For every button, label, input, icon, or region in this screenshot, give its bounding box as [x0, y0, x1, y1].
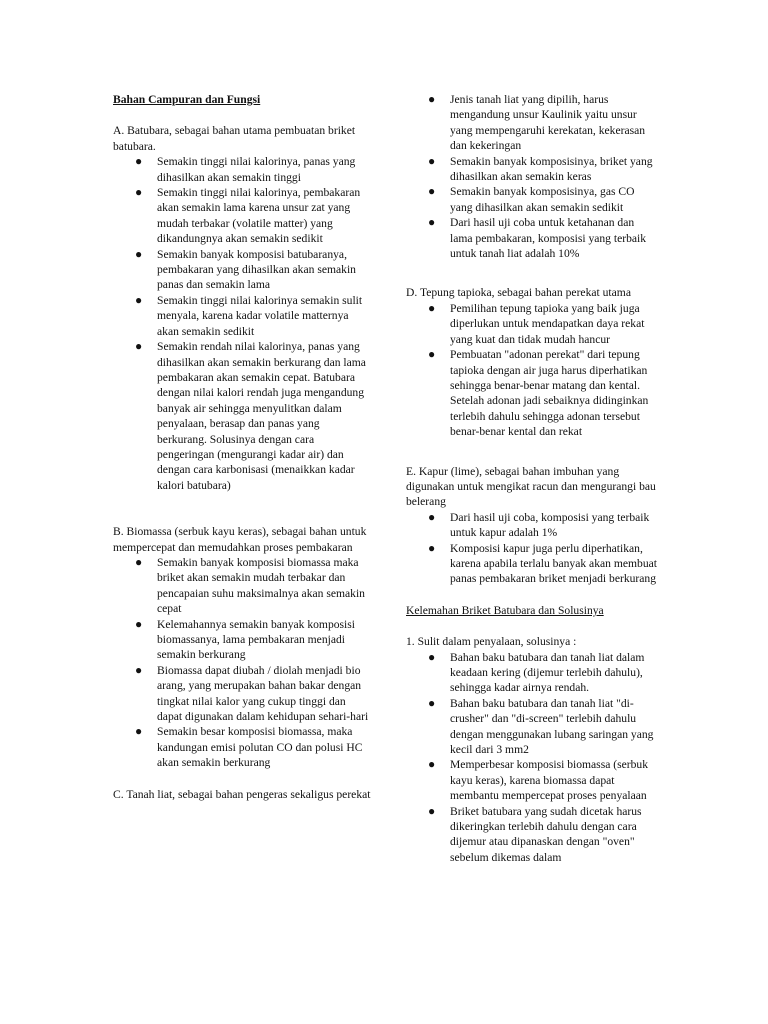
- list-item: ● Komposisi kapur juga perlu diperhatikan, karena apabila terlalu banyak akan membuat panas pembakaran briket menjadi berkurang: [428, 540, 657, 586]
- bullet-icon: ●: [135, 292, 143, 307]
- weakness-title: Kelemahan Briket Batubara dan Solusinya: [406, 603, 604, 617]
- bullet-icon: ●: [428, 540, 436, 555]
- bullet-icon: ●: [135, 246, 143, 261]
- list-item: ● Semakin rendah nilai kalorinya, panas yang dihasilkan akan semakin berkurang dan lama pembakaran akan semakin cepat. Batubara dengan nilai kalori rendah juga mengandung banyak air sehingga menyulitkan dalam penyalaan, berasap dan panas yang berkurang. Solusinya dengan cara pengeringan (mengurangi kadar air) dan dengan cara karbonisasi (menaikkan kadar kalori batubara): [135, 339, 366, 492]
- list-item: ● Semakin banyak komposisinya, gas CO yang dihasilkan akan semakin sedikit: [428, 184, 635, 214]
- bullet-icon: ●: [428, 184, 436, 199]
- list-item: ● Jenis tanah liat yang dipilih, harus mengandung unsur Kaulinik yaitu unsur yang mempengaruhi kerekatan, kekerasan dan kekeringan: [428, 92, 646, 153]
- spacer: [113, 771, 371, 787]
- bullet-icon: ●: [428, 695, 436, 710]
- bullet-icon: ●: [428, 803, 436, 818]
- list-item: ● Bahan baku batubara dan tanah liat dalam keadaan kering (dijemur terlebih dahulu), sehingga kadar airnya rendah.: [428, 649, 645, 695]
- bullet-icon: ●: [135, 616, 143, 631]
- list-item: ● Semakin banyak komposisi batubaranya, pembakaran yang dihasilkan akan semakin panas dan semakin lama: [135, 246, 356, 292]
- weakness-point-1: 1. Sulit dalam penyalaan, solusinya :: [406, 635, 577, 649]
- spacer: [406, 587, 658, 603]
- section-b-heading: B. Biomassa (serbuk kayu keras), sebagai bahan untuk mempercepat dan memudahkan proses pembakaran: [113, 525, 367, 554]
- bullet-icon: ●: [135, 554, 143, 569]
- bullet-icon: ●: [428, 300, 436, 315]
- bullet-icon: ●: [135, 339, 143, 354]
- bullet-icon: ●: [428, 92, 436, 106]
- spacer: [113, 493, 371, 524]
- list-item: ● Semakin banyak komposisi biomassa maka briket akan semakin mudah terbakar dan pencapaian suhu maksimalnya akan semakin cepat: [135, 554, 365, 616]
- section-a-list: [113, 154, 371, 493]
- section-d-heading: D. Tepung tapioka, sebagai bahan perekat utama: [406, 286, 631, 300]
- bullet-icon: ●: [135, 154, 143, 169]
- bullet-icon: ●: [428, 509, 436, 524]
- bullet-icon: ●: [428, 153, 436, 168]
- list-item: ● Semakin tinggi nilai kalorinya, pembakaran akan semakin lama karena unsur zat yang mudah terbakar (volatile matter) yang dikandungnya akan semakin sedikit: [135, 185, 361, 246]
- list-item: ● Bahan baku batubara dan tanah liat "di-crusher" dan "di-screen" terlebih dahulu dengan menggunakan lubang saringan yang kecil dari 3 mm2: [428, 695, 654, 757]
- section-d-list: [406, 301, 658, 440]
- section-c-heading: C. Tanah liat, sebagai bahan pengeras sekaligus perekat: [113, 787, 371, 801]
- list-item: ● Semakin tinggi nilai kalorinya semakin sulit menyala, karena kadar volatile matternya akan semakin sedikit: [135, 292, 363, 338]
- list-item: ● Semakin besar komposisi biomassa, maka kandungan emisi polutan CO dan polusi HC akan semakin berkurang: [135, 724, 363, 770]
- bullet-icon: ●: [135, 185, 143, 200]
- bullet-icon: ●: [428, 347, 436, 362]
- section-b-list: [113, 555, 371, 771]
- left-column: [113, 92, 371, 802]
- list-item: ● Biomassa dapat diubah / diolah menjadi bio arang, yang merupakan bahan bakar dengan tingkat nilai kalor yang cukup tinggi dan dapat digunakan dalam kehidupan sehari-hari: [135, 662, 369, 724]
- section-c-list: [406, 92, 658, 261]
- list-item: ● Dari hasil uji coba, komposisi yang terbaik untuk kapur adalah 1%: [428, 509, 650, 540]
- weakness-list: [406, 650, 658, 866]
- section-a-heading: A. Batubara, sebagai bahan utama pembuatan briket batubara.: [113, 124, 356, 153]
- list-item: ● Dari hasil uji coba untuk ketahanan dan lama pembakaran, komposisi yang terbaik untuk tanah liat adalah 10%: [428, 215, 647, 261]
- bullet-icon: ●: [135, 724, 143, 739]
- bullet-icon: ●: [428, 649, 436, 664]
- list-item: ● Pemilihan tepung tapioka yang baik juga diperlukan untuk mendapatkan daya rekat yang kuat dan tidak mudah hancur: [428, 300, 645, 346]
- section-e-heading: E. Kapur (lime), sebagai bahan imbuhan yang digunakan untuk mengikat racun dan mengurangi bau belerang: [406, 464, 656, 509]
- page-title: Bahan Campuran dan Fungsi: [113, 93, 261, 106]
- list-item: ● Memperbesar komposisi biomassa (serbuk kayu keras), karena biomassa dapat membantu mempercepat proses penyalaan: [428, 757, 649, 803]
- bullet-icon: ●: [428, 757, 436, 772]
- right-column: [406, 92, 658, 865]
- spacer: [406, 440, 658, 464]
- bullet-icon: ●: [135, 662, 143, 677]
- list-item: ● Semakin banyak komposisinya, briket yang dihasilkan akan semakin keras: [428, 153, 653, 184]
- section-e-list: [406, 510, 658, 587]
- bullet-icon: ●: [428, 215, 436, 230]
- spacer: [406, 261, 658, 285]
- list-item: ● Semakin tinggi nilai kalorinya, panas yang dihasilkan akan semakin tinggi: [135, 154, 356, 184]
- list-item: ● Kelemahannya semakin banyak komposisi biomassanya, lama pembakaran menjadi semakin berkurang: [135, 616, 356, 662]
- list-item: ● Briket batubara yang sudah dicetak harus dikeringkan terlebih dahulu dengan cara dijemur atau dipanaskan dengan "oven" sebelum dikemas dalam: [428, 803, 642, 864]
- list-item: ● Pembuatan "adonan perekat" dari tepung tapioka dengan air juga harus diperhatikan sehingga benar-benar matang dan kental. Setelah adonan jadi sebaiknya didinginkan terlebih dahulu sehingga adonan tersebut benar-benar kental dan rekat: [428, 347, 649, 439]
